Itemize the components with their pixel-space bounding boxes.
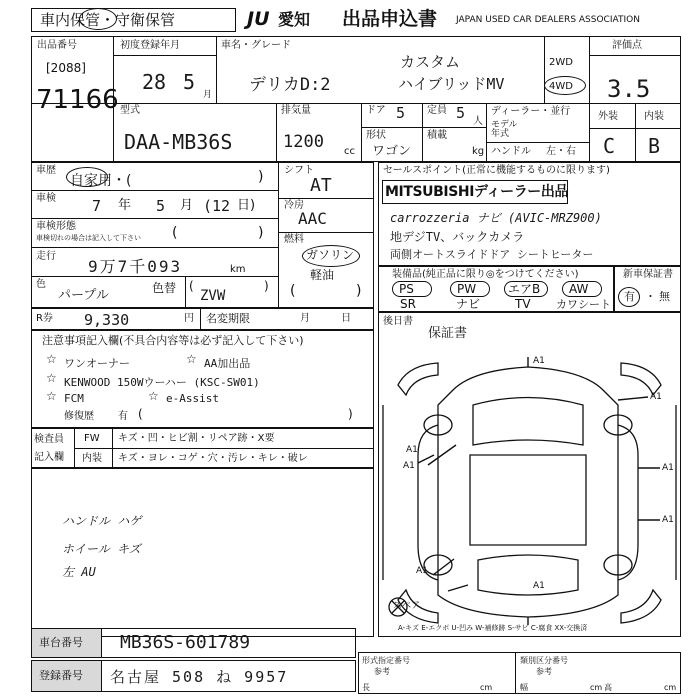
inspector-interior-items: キズ・ヨレ・コゲ・穴・汚レ・キレ・破レ: [118, 453, 308, 464]
grade-line1: カスタム: [400, 53, 461, 71]
star-icon: ☆: [46, 352, 57, 366]
logo-region: 愛知: [278, 10, 311, 29]
post-doc-label: 後日書: [383, 316, 413, 327]
dealer-stamp: MITSUBISHIディーラー出品: [385, 184, 569, 200]
capacity-label: 定員: [427, 105, 447, 116]
note-item-4: FCM: [64, 392, 84, 405]
color-code: ZVW: [200, 288, 226, 304]
selling-label: セールスポイント(正常に機能するものに限ります): [383, 165, 610, 176]
capacity-value: 5: [456, 104, 466, 122]
equipment-label: 装備品(純正品に限り◎をつけてください): [392, 269, 579, 280]
name-change-unit: 月 日: [300, 313, 352, 324]
color-code-close: ): [264, 279, 269, 293]
ref-label-2: 参考: [536, 667, 552, 676]
fuel-diesel: 軽油: [310, 268, 335, 282]
hw-line-1: ハンドル ハゲ: [62, 514, 142, 528]
category-number-label: 類別区分番号: [520, 656, 568, 665]
height-unit: cm: [664, 683, 677, 692]
first-reg-year: 28: [142, 70, 167, 94]
note-item-1: ワンオーナー: [64, 357, 130, 370]
dealer-label: ディーラー・並行: [491, 106, 571, 117]
insp-year: 7: [92, 197, 102, 215]
width-unit: cm: [590, 683, 603, 692]
warranty-yes-circle: [618, 287, 640, 307]
star-icon: ☆: [46, 389, 57, 403]
lot-small: [2088]: [46, 61, 86, 75]
notes-label: 注意事項記入欄(不具合内容等は必ず記入して下さい): [42, 334, 304, 347]
damage-mark: A1: [533, 581, 545, 591]
history-close: ): [258, 169, 264, 185]
color-code-label: 色替: [152, 281, 177, 295]
ac-label: 冷房: [284, 200, 304, 211]
load-unit: kg: [472, 146, 485, 157]
warranty-no: 無: [659, 290, 670, 303]
damage-mark: A1: [533, 356, 545, 366]
inspector-label-2: 記入欄: [34, 452, 64, 463]
recycle-value: 9,330: [84, 311, 130, 329]
storage-circle: [79, 8, 117, 30]
fuel-paren-open: (: [290, 283, 296, 299]
fuel-gas: ガソリン: [306, 248, 355, 262]
inspector-fw-items: キズ・凹・ヒビ割・リペア跡・X要: [118, 433, 275, 444]
length-label: 長: [362, 683, 370, 692]
warranty-label: 新車保証書: [623, 269, 673, 280]
fuel-gas-circle: [302, 245, 360, 267]
insp-form-open: (: [172, 225, 178, 241]
selling-line2: 地デジTV、バックカメラ: [390, 230, 525, 244]
equip-name-tv: TV: [515, 297, 531, 311]
year-unit: 年: [118, 198, 132, 213]
score-value: 3.5: [607, 75, 651, 103]
ref-label-1: 参考: [374, 667, 390, 676]
selling-line1: carrozzeria ナビ (AVIC-MRZ900): [390, 211, 602, 225]
damage-legend: A-キズ E-エクボ U-凹み W-補修跡 S-サビ C-腐食 XX-交換済: [398, 624, 588, 632]
equip-code-pw: PW: [457, 282, 477, 296]
star-icon: ☆: [186, 352, 197, 366]
handle-label: ハンドル: [491, 146, 531, 157]
grade-line2: ハイブリッドMV: [398, 75, 505, 93]
shape-value: ワゴン: [372, 144, 412, 159]
displacement: 1200: [283, 132, 324, 152]
color-value: パープル: [58, 288, 109, 303]
model-value: DAA-MB36S: [124, 130, 233, 154]
shift-label: シフト: [284, 165, 314, 176]
plate-label: 登録番号: [39, 669, 83, 682]
note-item-5: e-Assist: [166, 392, 219, 405]
history-value: 自家用・(: [70, 173, 132, 189]
width-label: 幅: [520, 683, 528, 692]
ext-label: 外装: [598, 111, 618, 122]
score-label: 評価点: [612, 40, 642, 51]
lot-number: 71166: [36, 85, 119, 115]
star-icon: ☆: [148, 389, 159, 403]
spare-label: スペア: [393, 601, 421, 611]
equip-name-navi: ナビ: [456, 297, 481, 311]
ext-score: C: [603, 134, 616, 158]
car-outline: [383, 363, 676, 623]
drive-4wd-circle: [544, 76, 586, 95]
inspector-interior: 内装: [82, 453, 102, 464]
door-label: ドア: [366, 105, 386, 116]
type-designation-label: 形式指定番号: [362, 656, 410, 665]
insp-day: (12: [203, 197, 231, 215]
disp-label: 排気量: [281, 105, 311, 116]
car-damage-diagram: [378, 345, 681, 625]
warranty-yes: 有: [624, 290, 635, 303]
mileage-value: 9万7千093: [88, 257, 183, 276]
history-label: 車歴: [36, 165, 56, 176]
model-label: 型式: [120, 105, 140, 116]
chassis-label: 車台番号: [39, 636, 83, 649]
post-doc-value: 保証書: [428, 326, 468, 341]
warranty-sep: ・: [645, 290, 656, 303]
model-year-label: モデル年式: [491, 120, 518, 139]
equip-name-seat: カワシート: [556, 298, 611, 311]
inspector-fw: FW: [84, 433, 100, 444]
ju-logo: JU: [247, 8, 270, 30]
equip-code-airbag: エアB: [508, 282, 541, 296]
mileage-label: 走行: [36, 251, 56, 262]
repair-paren-open: (: [138, 407, 143, 421]
equip-code-aw: AW: [569, 282, 589, 296]
person-unit: 人: [473, 116, 483, 127]
equip-code-ps: PS: [399, 282, 414, 296]
car-name: デリカD:2: [249, 75, 331, 95]
lot-label: 出品番号: [37, 40, 77, 51]
handle-options: 左・右: [546, 146, 576, 157]
damage-mark: A1: [650, 392, 662, 402]
drive-4wd: 4WD: [549, 81, 573, 92]
shift-value: AT: [310, 175, 332, 196]
km-unit: km: [230, 264, 246, 275]
damage-mark: A1: [416, 566, 428, 576]
damage-mark: A1: [406, 445, 418, 455]
selling-line3: 両側オートスライドドア シートヒーター: [390, 248, 594, 261]
height-label: 高: [604, 683, 612, 692]
insp-form-close: ): [258, 225, 264, 241]
damage-mark: A1: [403, 461, 415, 471]
repair-paren-close: ): [348, 407, 353, 421]
star-icon: ☆: [46, 371, 57, 385]
repair-label: 修復歴: [64, 411, 94, 422]
recycle-label: R券: [36, 313, 53, 324]
insp-day-unit: 日): [237, 198, 256, 213]
length-unit: cm: [480, 683, 493, 692]
load-label: 積載: [427, 130, 447, 141]
storage-label: 車内保管・守衛保管: [40, 11, 176, 29]
chassis-number: MB36S-601789: [120, 632, 251, 653]
insp-form-note: 車検切れの場合は記入して下さい: [36, 234, 141, 242]
first-reg-label: 初度登録年月: [120, 40, 180, 51]
cc-unit: cc: [344, 146, 355, 157]
repair-value: 有: [118, 411, 128, 422]
inspection-label: 車検: [36, 193, 56, 204]
association-name: JAPAN USED CAR DEALERS ASSOCIATION: [456, 15, 640, 25]
color-label: 色: [36, 279, 46, 290]
damage-mark: A1: [662, 515, 674, 525]
equip-name-sr: SR: [400, 297, 416, 311]
hw-line-3: 左 AU: [62, 565, 96, 579]
car-name-label: 車名・グレード: [221, 40, 291, 51]
ac-value: AAC: [298, 209, 327, 228]
insp-form-label: 車検形態: [36, 221, 76, 232]
note-item-3: KENWOOD 150Wウーハー (KSC-SW01): [64, 376, 260, 389]
form-title: 出品申込書: [342, 8, 438, 30]
fuel-paren-close: ): [356, 283, 362, 299]
drive-2wd: 2WD: [549, 57, 573, 68]
recycle-unit: 円: [184, 313, 194, 324]
int-score: B: [648, 134, 661, 158]
door-value: 5: [396, 104, 406, 122]
damage-mark: A1: [662, 463, 674, 473]
month-unit: 月: [203, 90, 213, 100]
note-item-2: AA加出品: [204, 357, 251, 370]
hw-line-2: ホイール キズ: [62, 542, 141, 556]
color-code-open: (: [189, 279, 194, 293]
int-label: 内装: [644, 111, 664, 122]
insp-month: 5: [156, 197, 166, 215]
inspector-label-1: 検査員: [34, 434, 64, 445]
history-circle: [66, 167, 108, 187]
fuel-label: 燃料: [284, 234, 304, 245]
name-change-label: 名変期限: [206, 312, 250, 325]
first-reg-month: 5: [183, 70, 196, 94]
insp-month-unit: 月: [180, 198, 194, 213]
shape-label: 形状: [366, 130, 386, 141]
plate-number: 名古屋 508 ね 9957: [110, 668, 289, 686]
